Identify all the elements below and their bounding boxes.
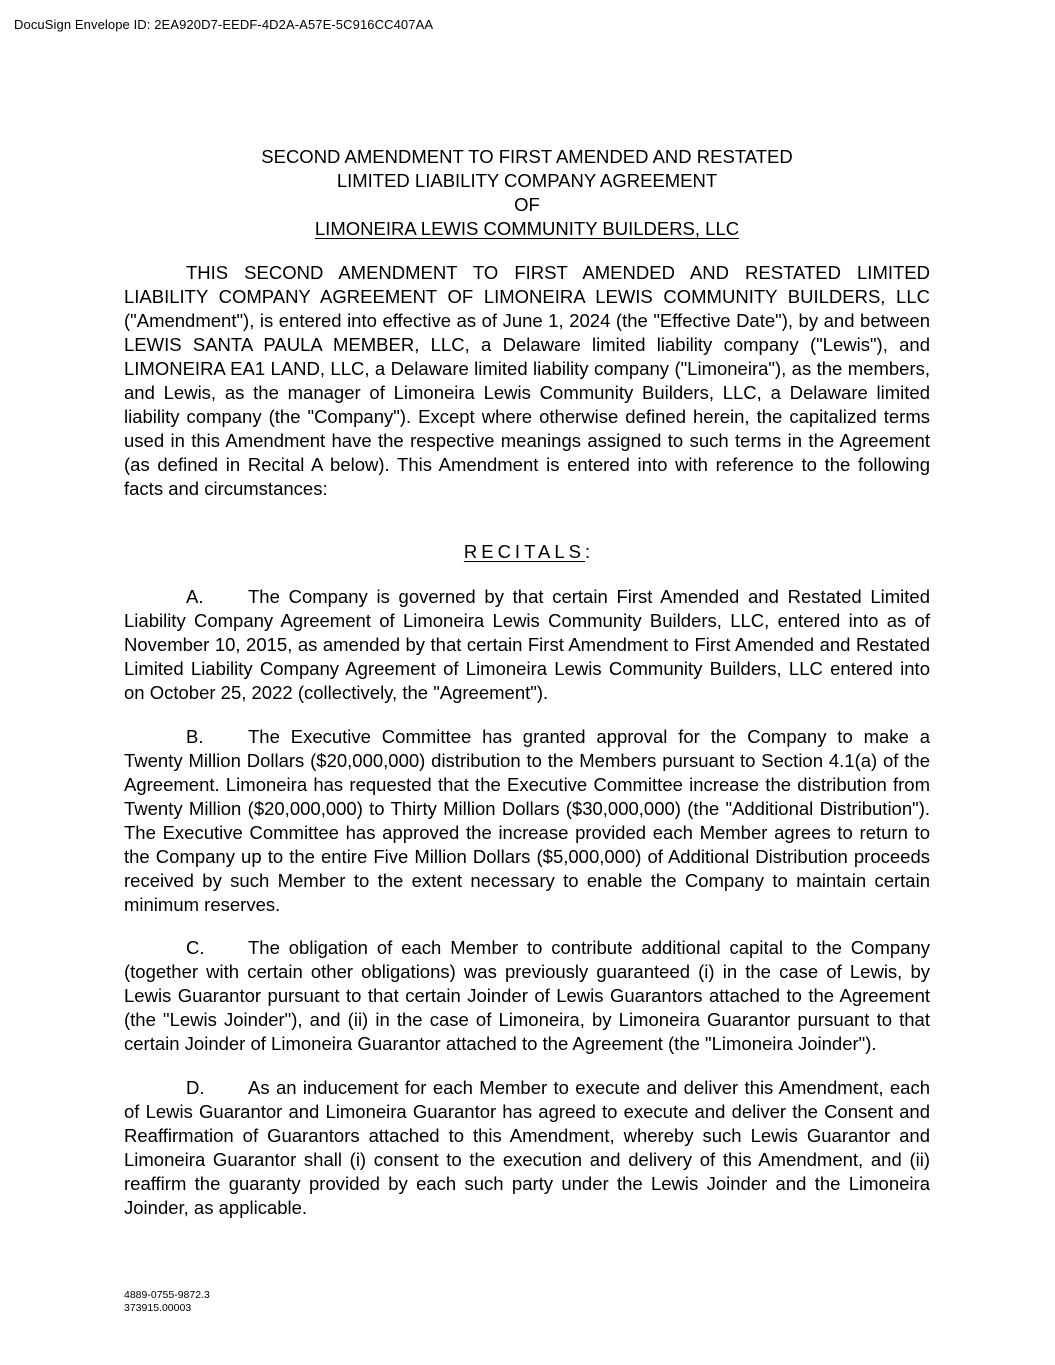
footer <box>124 1289 210 1315</box>
recitals-heading <box>124 540 930 564</box>
footer-doc-number: 4889-0755-9872.3 <box>124 1289 210 1301</box>
recital-a-text: The Company is governed by that certain First Amended and Restated Limited Liability Company Agreement of Limoneira Lewis Community Builders, LLC, entered into as of November 10, 2015, as amended by that certain First Amendment to First Amended and Restated Limited Liability Company Agreement of Limoneira Lewis Community Builders, LLC entered into on October 25, 2022 (collectively, the "Agreement"). <box>124 586 930 703</box>
recital-b <box>124 725 930 917</box>
recital-b-text: The Executive Committee has granted approval for the Company to make a Twenty Million Dollars ($20,000,000) distribution to the Members pursuant to Section 4.1(a) of the Agreement. Limoneira has requested that the Executive Committee increase the distribution from Twenty Million ($20,000,000) to Thirty Million Dollars ($30,000,000) (the "Additional Distribution"). The Executive Committee has approved the increase provided each Member agrees to return to the Company up to the entire Five Million Dollars ($5,000,000) of Additional Distribution proceeds received by such Member to the extent necessary to enable the Company to maintain certain minimum reserves. <box>124 726 930 915</box>
recitals-heading-text: RECITALS <box>463 541 585 562</box>
recital-a <box>124 585 930 705</box>
title-line-4: LIMONEIRA LEWIS COMMUNITY BUILDERS, LLC <box>314 218 740 239</box>
docusign-envelope-id: DocuSign Envelope ID: 2EA920D7-EEDF-4D2A-A57E-5C916CC407AA <box>14 17 434 32</box>
intro-paragraph: THIS SECOND AMENDMENT TO FIRST AMENDED AND RESTATED LIMITED LIABILITY COMPANY AGREEMENT OF LIMONEIRA LEWIS COMMUNITY BUILDERS, LLC ("Amendment"), is entered into effective as of June 1, 2024 (the "Effective Date"), by and between LEWIS SANTA PAULA MEMBER, LLC, a Delaware limited liability company ("Lewis"), and LIMONEIRA EA1 LAND, LLC, a Delaware limited liability company ("Limoneira"), as the members, and Lewis, as the manager of Limoneira Lewis Community Builders, LLC, a Delaware limited liability company (the "Company"). Except where otherwise defined herein, the capitalized terms used in this Amendment have the respective meanings assigned to such terms in the Agreement (as defined in Recital A below). This Amendment is entered into with reference to the following facts and circumstances: <box>124 262 930 499</box>
recital-d <box>124 1076 930 1220</box>
title-line-1: SECOND AMENDMENT TO FIRST AMENDED AND RESTATED <box>261 146 793 167</box>
recital-d-text: As an inducement for each Member to execute and deliver this Amendment, each of Lewis Guarantor and Limoneira Guarantor has agreed to execute and deliver the Consent and Reaffirmation of Guarantors attached to this Amendment, whereby such Lewis Guarantor and Limoneira Guarantor shall (i) consent to the execution and delivery of this Amendment, and (ii) reaffirm the guaranty provided by each such party under the Lewis Joinder and the Limoneira Joinder, as applicable. <box>124 1077 930 1218</box>
title-line-2: LIMITED LIABILITY COMPANY AGREEMENT <box>336 170 718 191</box>
recital-a-letter: A. <box>186 586 204 607</box>
recital-c-letter: C. <box>186 937 205 958</box>
recital-d-letter: D. <box>186 1077 205 1098</box>
title-line-3: OF <box>514 194 540 215</box>
recital-c-text: The obligation of each Member to contribute additional capital to the Company (together with certain other obligations) was previously guaranteed (i) in the case of Lewis, by Lewis Guarantor pursuant to that certain Joinder of Lewis Guarantors attached to the Agreement (the "Lewis Joinder"), and (ii) in the case of Limoneira, by Limoneira Guarantor pursuant to that certain Joinder of Limoneira Guarantor attached to the Agreement (the "Limoneira Joinder"). <box>124 937 930 1054</box>
recital-c <box>124 936 930 1056</box>
recitals-heading-suffix: : <box>584 541 591 562</box>
recital-b-letter: B. <box>186 726 204 747</box>
document-title <box>124 145 930 241</box>
footer-matter-number: 373915.00003 <box>124 1302 192 1314</box>
